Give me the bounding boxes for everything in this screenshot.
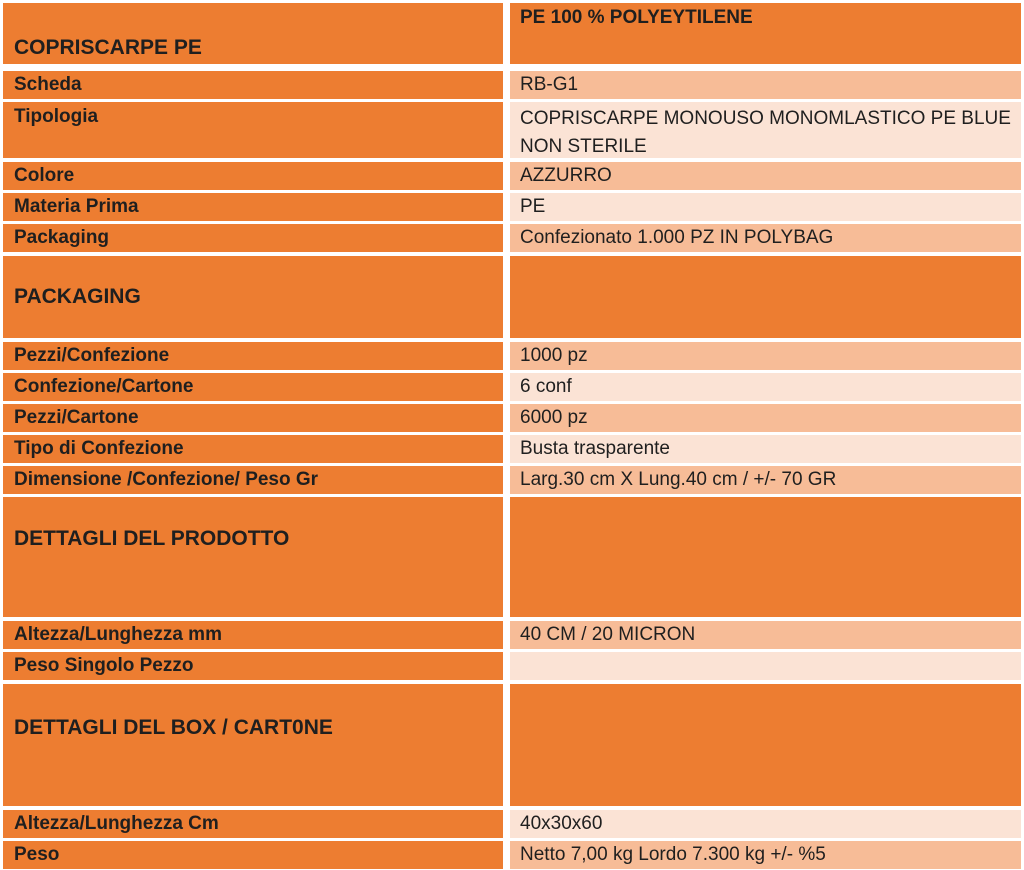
value-materia-prima: PE bbox=[510, 193, 1021, 221]
value-altezza-lunghezza-cm: 40x30x60 bbox=[510, 810, 1021, 838]
label-altezza-lunghezza-mm: Altezza/Lunghezza mm bbox=[3, 621, 503, 649]
section-box-filler bbox=[510, 684, 1021, 806]
value-altezza-lunghezza-mm: 40 CM / 20 MICRON bbox=[510, 621, 1021, 649]
section-packaging-title: PACKAGING bbox=[3, 256, 503, 338]
label-pezzi-confezione: Pezzi/Confezione bbox=[3, 342, 503, 370]
value-peso: Netto 7,00 kg Lordo 7.300 kg +/- %5 bbox=[510, 841, 1021, 869]
label-scheda: Scheda bbox=[3, 71, 503, 99]
section-packaging-filler bbox=[510, 256, 1021, 338]
label-colore: Colore bbox=[3, 162, 503, 190]
label-tipo-confezione: Tipo di Confezione bbox=[3, 435, 503, 463]
product-title: COPRISCARPE PE bbox=[3, 3, 503, 64]
material-title: PE 100 % POLYEYTILENE bbox=[510, 3, 1021, 64]
value-pezzi-confezione: 1000 pz bbox=[510, 342, 1021, 370]
label-peso: Peso bbox=[3, 841, 503, 869]
section-product-filler bbox=[510, 497, 1021, 617]
label-peso-singolo-pezzo: Peso Singolo Pezzo bbox=[3, 652, 503, 680]
section-box-title: DETTAGLI DEL BOX / CART0NE bbox=[3, 684, 503, 806]
label-tipologia: Tipologia bbox=[3, 102, 503, 158]
value-scheda: RB-G1 bbox=[510, 71, 1021, 99]
value-pezzi-cartone: 6000 pz bbox=[510, 404, 1021, 432]
value-confezione-cartone: 6 conf bbox=[510, 373, 1021, 401]
value-peso-singolo-pezzo bbox=[510, 652, 1021, 680]
label-materia-prima: Materia Prima bbox=[3, 193, 503, 221]
label-pezzi-cartone: Pezzi/Cartone bbox=[3, 404, 503, 432]
label-altezza-lunghezza-cm: Altezza/Lunghezza Cm bbox=[3, 810, 503, 838]
label-dimensione-confezione: Dimensione /Confezione/ Peso Gr bbox=[3, 466, 503, 494]
value-tipo-confezione: Busta trasparente bbox=[510, 435, 1021, 463]
section-product-title: DETTAGLI DEL PRODOTTO bbox=[3, 497, 503, 617]
value-colore: AZZURRO bbox=[510, 162, 1021, 190]
label-packaging: Packaging bbox=[3, 224, 503, 252]
label-confezione-cartone: Confezione/Cartone bbox=[3, 373, 503, 401]
value-tipologia: COPRISCARPE MONOUSO MONOMLASTICO PE BLUE NON STERILE bbox=[510, 102, 1021, 158]
value-dimensione-confezione: Larg.30 cm X Lung.40 cm / +/- 70 GR bbox=[510, 466, 1021, 494]
value-packaging: Confezionato 1.000 PZ IN POLYBAG bbox=[510, 224, 1021, 252]
